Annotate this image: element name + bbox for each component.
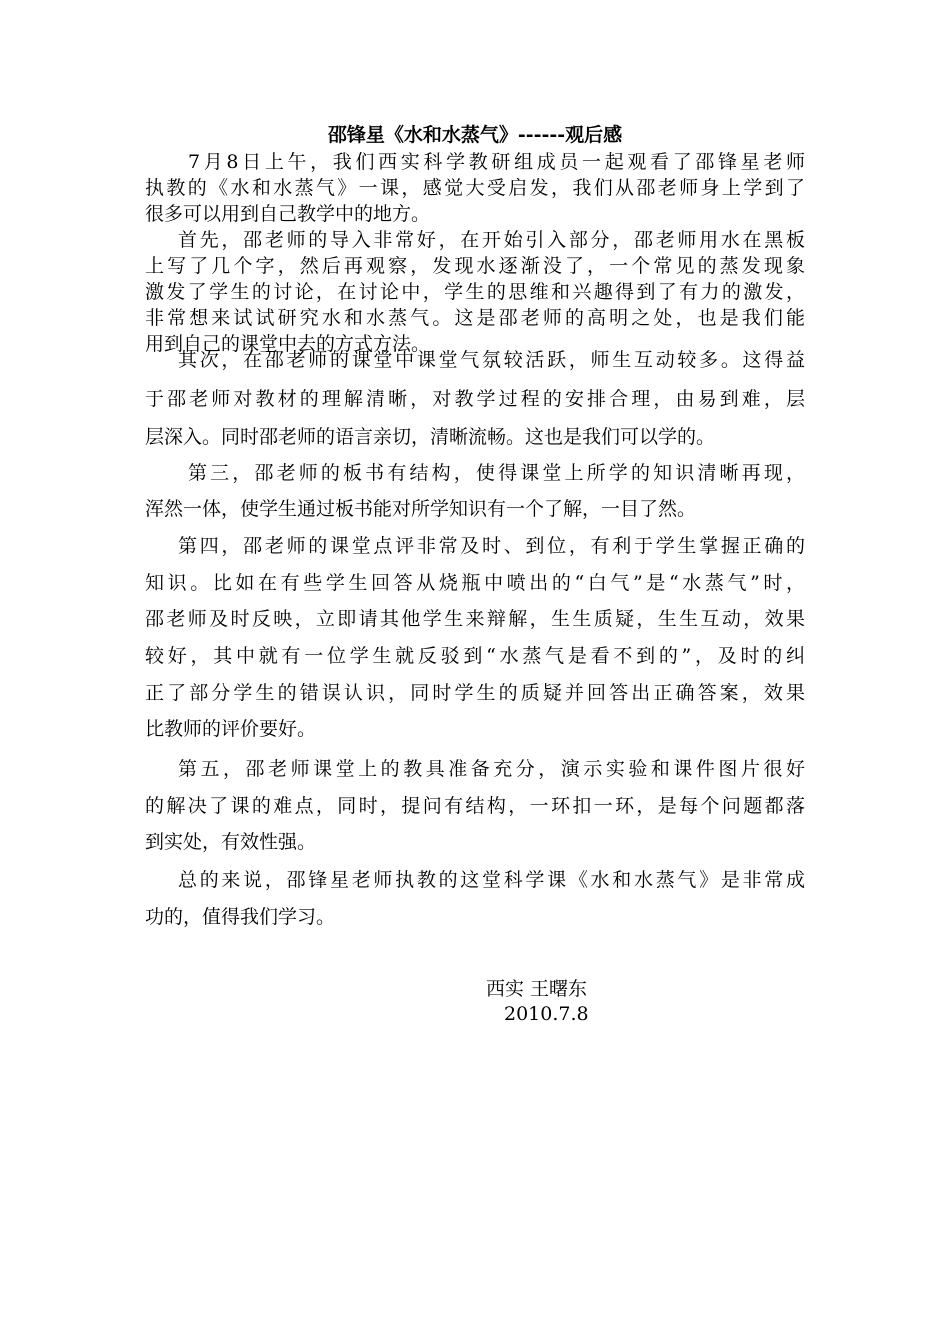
text-line: 非常想来试试研究水和水蒸气。这是邵老师的高明之处，也是我们能 bbox=[145, 307, 805, 329]
text-line: 知识。比如在有些学生回答从烧瓶中喷出的“白气”是“水蒸气”时， bbox=[145, 572, 805, 594]
signature-name: 西实 王曙东 bbox=[486, 978, 588, 1000]
text-line: 执教的《水和水蒸气》一课，感觉大受启发，我们从邵老师身上学到了 bbox=[145, 177, 805, 199]
text-line: 上写了几个字，然后再观察，发现水逐渐没了，一个常见的蒸发现象 bbox=[145, 255, 805, 277]
text-line: 首先，邵老师的导入非常好，在开始引入部分，邵老师用水在黑板 bbox=[178, 229, 805, 251]
text-line: 浑然一体，使学生通过板书能对所学知识有一个了解，一目了然。 bbox=[145, 498, 697, 520]
text-line: 于邵老师对教材的理解清晰，对教学过程的安排合理，由易到难，层 bbox=[145, 388, 805, 410]
text-line: 第三，邵老师的板书有结构，使得课堂上所学的知识清晰再现， bbox=[188, 462, 805, 484]
text-line: 总的来说，邵锋星老师执教的这堂科学课《水和水蒸气》是非常成 bbox=[178, 869, 805, 891]
text-line: 比教师的评价要好。 bbox=[145, 718, 317, 740]
text-line: 功的，值得我们学习。 bbox=[145, 906, 336, 928]
document-title: 邵锋星《水和水蒸气》------观后感 bbox=[327, 124, 623, 146]
signature-date: 2010.7.8 bbox=[504, 1003, 589, 1025]
text-line: 到实处，有效性强。 bbox=[145, 831, 317, 853]
text-line: 第五，邵老师课堂上的教具准备充分，演示实验和课件图片很好 bbox=[178, 758, 805, 780]
text-line: 正了部分学生的错误认识，同时学生的质疑并回答出正确答案，效果 bbox=[145, 682, 805, 704]
text-line: 第四，邵老师的课堂点评非常及时、到位，有利于学生掌握正确的 bbox=[178, 535, 805, 557]
text-line: 其次，在邵老师的课堂中课堂气氛较活跃，师生互动较多。这得益 bbox=[178, 349, 805, 371]
text-line: 的解决了课的难点，同时，提问有结构，一环扣一环，是每个问题都落 bbox=[145, 795, 805, 817]
text-line: 邵老师及时反映，立即请其他学生来辩解，生生质疑，生生互动，效果 bbox=[145, 608, 805, 630]
text-line: 较好，其中就有一位学生就反驳到“水蒸气是看不到的”，及时的纠 bbox=[145, 645, 805, 667]
text-line: 很多可以用到自己教学中的地方。 bbox=[145, 203, 431, 225]
text-line: 用到自己的课堂中去的方式方法。 bbox=[145, 333, 431, 355]
text-line: 7月8日上午，我们西实科学教研组成员一起观看了邵锋星老师 bbox=[188, 151, 805, 173]
text-line: 激发了学生的讨论，在讨论中，学生的思维和兴趣得到了有力的激发， bbox=[145, 281, 805, 303]
text-line: 层深入。同时邵老师的语言亲切，清晰流畅。这也是我们可以学的。 bbox=[145, 426, 716, 448]
